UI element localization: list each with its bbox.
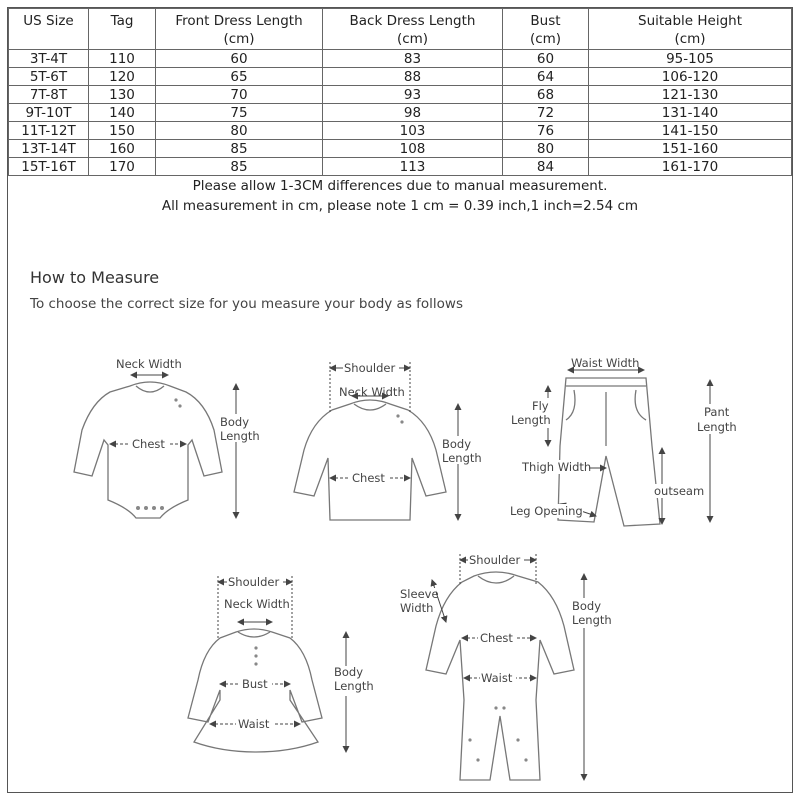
pants-leg-opening-label: Leg Opening xyxy=(510,504,583,518)
how-to-measure-subtitle: To choose the correct size for you measure your body as follows xyxy=(30,296,463,312)
pants-fly-label: Fly xyxy=(532,399,549,413)
cell-front: 70 xyxy=(156,86,323,104)
cell-height: 161-170 xyxy=(589,158,792,176)
cell-back: 93 xyxy=(323,86,503,104)
cell-bust: 60 xyxy=(503,50,589,68)
romper-shoulder-label: Shoulder xyxy=(469,553,521,567)
cell-tag: 110 xyxy=(89,50,156,68)
dress-bust-label: Bust xyxy=(242,677,268,691)
romper-length-label: Length xyxy=(572,613,612,627)
cell-back: 108 xyxy=(323,140,503,158)
cell-size: 5T-6T xyxy=(9,68,89,86)
pants-pant-label: Pant xyxy=(704,405,730,419)
cell-size: 7T-8T xyxy=(9,86,89,104)
cell-back: 83 xyxy=(323,50,503,68)
romper-body-label: Body xyxy=(572,599,602,613)
cell-tag: 150 xyxy=(89,122,156,140)
pants-fly-length-label: Length xyxy=(511,413,551,427)
romper-waist-label: Waist xyxy=(481,671,513,685)
header-us-size: US Size xyxy=(9,9,89,50)
cell-size: 15T-16T xyxy=(9,158,89,176)
cell-tag: 160 xyxy=(89,140,156,158)
pants-illustration xyxy=(509,356,738,526)
cell-back: 98 xyxy=(323,104,503,122)
cell-back: 88 xyxy=(323,68,503,86)
cell-tag: 140 xyxy=(89,104,156,122)
cell-front: 75 xyxy=(156,104,323,122)
header-tag: Tag xyxy=(89,9,156,50)
bodysuit-chest-label: Chest xyxy=(132,437,165,451)
cell-tag: 120 xyxy=(89,68,156,86)
pants-outseam-label: outseam xyxy=(654,484,705,498)
header-back-length: Back Dress Length (cm) xyxy=(323,9,503,50)
shirt-chest-label: Chest xyxy=(352,471,385,485)
cell-front: 80 xyxy=(156,122,323,140)
pants-waist-label: Waist Width xyxy=(571,356,640,370)
dress-neck-label: Neck Width xyxy=(224,597,290,611)
shirt-length-label: Length xyxy=(442,451,482,465)
bodysuit-length-label: Length xyxy=(220,429,260,443)
bodysuit-illustration xyxy=(74,357,260,518)
shirt-body-label: Body xyxy=(442,437,472,451)
cell-size: 9T-10T xyxy=(9,104,89,122)
pants-thigh-label: Thigh Width xyxy=(522,460,592,474)
cell-bust: 64 xyxy=(503,68,589,86)
shirt-illustration xyxy=(294,361,482,520)
cell-height: 131-140 xyxy=(589,104,792,122)
note-tolerance: Please allow 1-3CM differences due to manual measurement. xyxy=(192,178,608,194)
romper-sleeve-width-label: Width xyxy=(400,601,434,615)
cell-back: 113 xyxy=(323,158,503,176)
bodysuit-neck-label: Neck Width xyxy=(116,357,182,371)
cell-height: 141-150 xyxy=(589,122,792,140)
bodysuit-body-label: Body xyxy=(220,415,250,429)
cell-tag: 170 xyxy=(89,158,156,176)
dress-shoulder-label: Shoulder xyxy=(228,575,280,589)
cell-bust: 80 xyxy=(503,140,589,158)
header-bust: Bust (cm) xyxy=(503,9,589,50)
cell-size: 13T-14T xyxy=(9,140,89,158)
cell-bust: 84 xyxy=(503,158,589,176)
cell-size: 3T-4T xyxy=(9,50,89,68)
cell-bust: 72 xyxy=(503,104,589,122)
romper-sleeve-label: Sleeve xyxy=(400,587,439,601)
cell-bust: 76 xyxy=(503,122,589,140)
romper-chest-label: Chest xyxy=(480,631,513,645)
cell-size: 11T-12T xyxy=(9,122,89,140)
cell-height: 106-120 xyxy=(589,68,792,86)
cell-front: 60 xyxy=(156,50,323,68)
dress-length-label: Length xyxy=(334,679,374,693)
shirt-shoulder-label: Shoulder xyxy=(344,361,396,375)
cell-tag: 130 xyxy=(89,86,156,104)
header-front-length: Front Dress Length (cm) xyxy=(156,9,323,50)
cell-bust: 68 xyxy=(503,86,589,104)
cell-height: 95-105 xyxy=(589,50,792,68)
dress-waist-label: Waist xyxy=(238,717,270,731)
shirt-neck-label: Neck Width xyxy=(339,385,405,399)
header-suitable-height: Suitable Height (cm) xyxy=(589,9,792,50)
cell-front: 85 xyxy=(156,140,323,158)
note-conversion: All measurement in cm, please note 1 cm = 0.39 inch,1 inch=2.54 cm xyxy=(161,198,639,214)
romper-illustration xyxy=(398,553,614,780)
cell-height: 151-160 xyxy=(589,140,792,158)
cell-back: 103 xyxy=(323,122,503,140)
cell-height: 121-130 xyxy=(589,86,792,104)
dress-illustration xyxy=(188,575,376,752)
cell-front: 85 xyxy=(156,158,323,176)
how-to-measure-title: How to Measure xyxy=(30,268,160,287)
cell-front: 65 xyxy=(156,68,323,86)
pants-pant-length-label: Length xyxy=(697,420,737,434)
dress-body-label: Body xyxy=(334,665,364,679)
